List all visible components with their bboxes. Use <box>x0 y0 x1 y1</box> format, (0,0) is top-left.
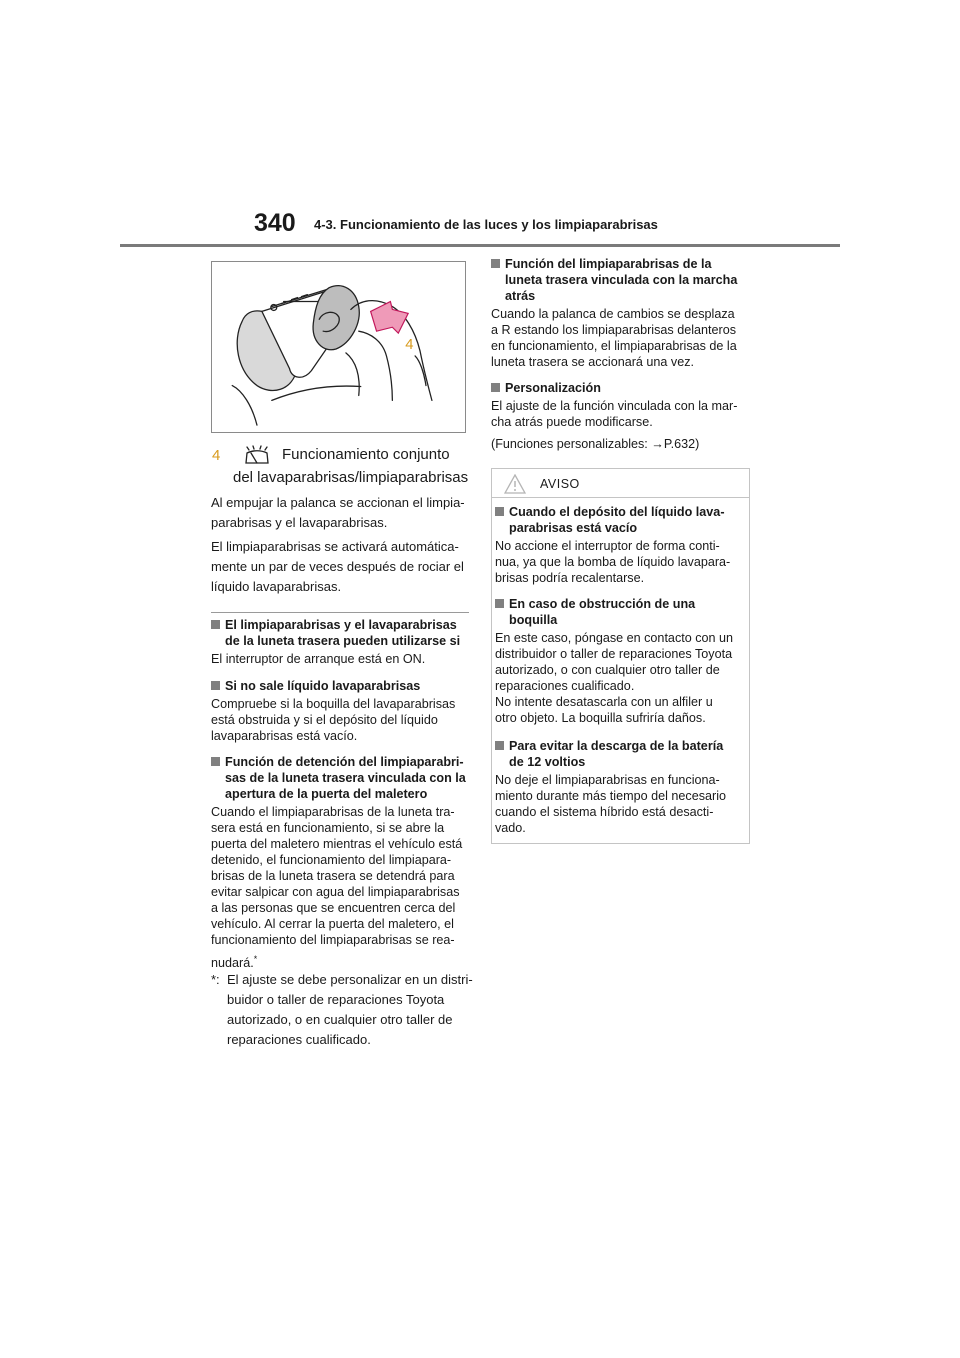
square-bullet-icon <box>495 599 504 608</box>
section-heading: Función de detención del limpiaparabri- sas de la luneta trasera vinculada con la apertura de la puerta del maletero <box>211 754 473 802</box>
square-bullet-icon <box>495 507 504 516</box>
square-bullet-icon <box>211 757 220 766</box>
section-heading: Función del limpiaparabrisas de la luneta trasera vinculada con la marcha atrás <box>491 256 753 304</box>
section-heading: En caso de obstrucción de una boquilla <box>495 596 745 628</box>
figure-callout-4: 4 <box>405 336 414 353</box>
section-heading: Personalización <box>491 380 753 396</box>
right-section-1: Función del limpiaparabrisas de la luneta trasera vinculada con la marcha atrás Cuando la palanca de cambios se desplaza a R estando los limpiaparabrisas delanteros en funcionamiento, el limpiaparabrisas de la luneta trasera se accionará una vez. <box>491 256 753 370</box>
item4-title-line1: Funcionamiento conjunto <box>282 446 450 463</box>
warning-section-3: Para evitar la descarga de la batería de 12 voltios No deje el limpiaparabrisas en funciona- miento durante más tiempo del necesario cuando el sistema híbrido está desacti- vado. <box>495 738 745 836</box>
section-heading: Cuando el depósito del líquido lava- parabrisas está vacío <box>495 504 745 536</box>
section-heading: Para evitar la descarga de la batería de 12 voltios <box>495 738 745 770</box>
item4-title-line2: del lavaparabrisas/limpiaparabrisas <box>233 469 469 486</box>
warning-triangle-icon <box>504 474 526 494</box>
footnote: *: El ajuste se debe personalizar en un distri- buidor o taller de reparaciones Toyota autorizado, o en cualquier otro taller de reparaciones cualificado. <box>211 970 473 1050</box>
section-title: 4-3. Funcionamiento de las luces y los limpiaparabrisas <box>314 217 658 232</box>
page-number: 340 <box>254 209 296 237</box>
cross-reference[interactable]: (Funciones personalizables: →P.632) <box>491 437 700 451</box>
item-number: 4 <box>212 447 221 464</box>
section-divider <box>211 612 469 613</box>
washer-spray-icon <box>243 444 271 466</box>
warning-section-1: Cuando el depósito del líquido lava- parabrisas está vacío No accione el interruptor de forma conti- nua, ya que la bomba de líquido lavapara- brisas podría recalentarse. <box>495 504 745 586</box>
square-bullet-icon <box>211 620 220 629</box>
warning-title: AVISO <box>540 477 580 491</box>
square-bullet-icon <box>495 741 504 750</box>
left-section-3: Función de detención del limpiaparabri- sas de la luneta trasera vinculada con la apertura de la puerta del maletero Cuando el limpiaparabrisas de la luneta tra- sera está en funcionamiento, si se abre la puerta del maletero mientras el vehículo está detenido, el funcionamiento del limpiapara- brisas de la luneta trasera se detendrá para evitar salpicar con agua del limpiaparabrisas a las personas que se encuentren cerca del vehículo. Al cerrar la puerta del maletero, el funcionamiento del limpiaparabrisas se rea- nudará.* <box>211 754 473 971</box>
warning-header-divider <box>492 497 749 498</box>
lever-drawing <box>212 262 465 432</box>
square-bullet-icon <box>491 259 500 268</box>
warning-section-2: En caso de obstrucción de una boquilla En este caso, póngase en contacto con un distribuidor o taller de reparaciones Toyota autorizado, o con cualquier otro taller de reparaciones cualificado. No intente desatascarla con un alfiler u otro objeto. La boquilla sufriría daños. <box>495 596 745 726</box>
wiper-lever-illustration <box>211 261 466 433</box>
footnote-mark: *: <box>211 972 220 987</box>
left-section-1: El limpiaparabrisas y el lavaparabrisas de la luneta trasera pueden utilizarse si El interruptor de arranque está en ON. <box>211 617 473 667</box>
header-divider <box>120 244 840 247</box>
item4-paragraph-1: Al empujar la palanca se accionan el limpia- parabrisas y el lavaparabrisas. <box>211 495 465 530</box>
section-heading: Si no sale líquido lavaparabrisas <box>211 678 473 694</box>
section-heading: El limpiaparabrisas y el lavaparabrisas de la luneta trasera pueden utilizarse si <box>211 617 473 649</box>
item4-paragraph-2: El limpiaparabrisas se activará automática- mente un par de veces después de rociar el líquido lavaparabrisas. <box>211 539 464 594</box>
right-section-2: Personalización El ajuste de la función vinculada con la mar- cha atrás puede modificarse. (Funciones personalizables: →P.632) <box>491 380 753 452</box>
square-bullet-icon <box>211 681 220 690</box>
square-bullet-icon <box>491 383 500 392</box>
left-section-2: Si no sale líquido lavaparabrisas Compruebe si la boquilla del lavaparabrisas está obstruida y si el depósito del líquido lavaparabrisas está vacío. <box>211 678 473 744</box>
